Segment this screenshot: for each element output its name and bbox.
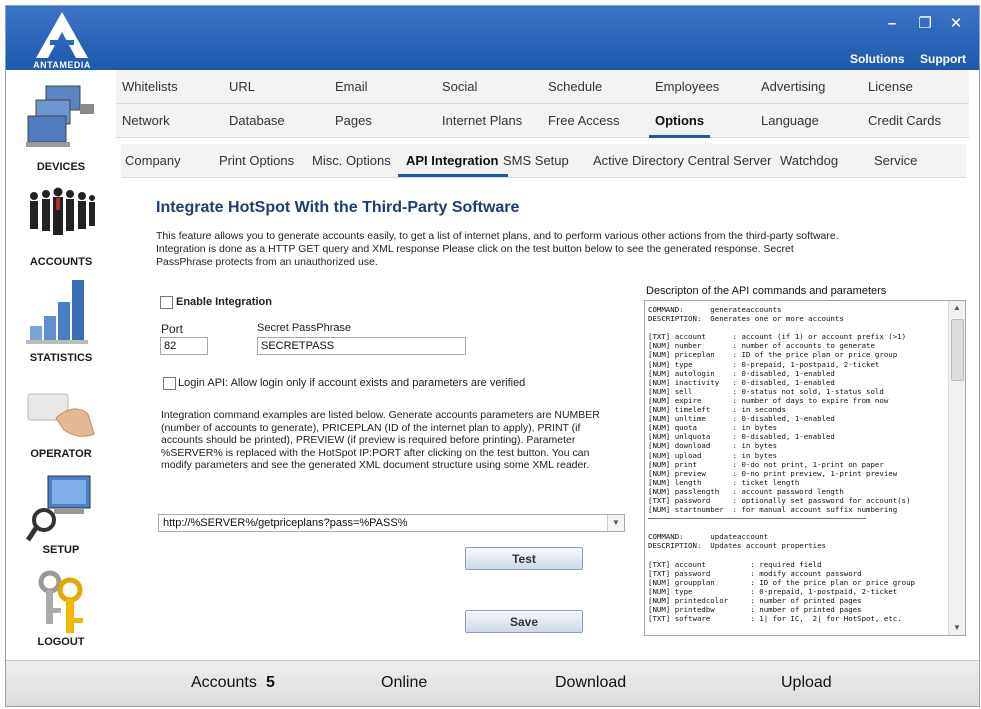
tab-api-integration[interactable]: API Integration: [406, 153, 499, 168]
sidebar-label: OPERATOR: [30, 448, 92, 460]
accounts-icon: [26, 184, 96, 254]
logo-text: ANTAMEDIA: [33, 60, 91, 70]
menu-row-2: [116, 104, 969, 138]
tab-company[interactable]: Company: [125, 153, 181, 168]
secret-passphrase-input[interactable]: [257, 337, 466, 355]
scroll-thumb[interactable]: [951, 319, 964, 381]
sidebar-item-accounts[interactable]: [6, 178, 116, 266]
menu-internet-plans[interactable]: Internet Plans: [442, 113, 523, 128]
scroll-up-icon[interactable]: ▲: [953, 303, 961, 312]
logo-icon: [26, 10, 98, 60]
tab-misc-options[interactable]: Misc. Options: [312, 153, 391, 168]
devices-icon: [26, 82, 96, 152]
menu-options[interactable]: Options: [655, 113, 705, 128]
close-button[interactable]: ✕: [949, 15, 963, 32]
menu-employees[interactable]: Employees: [655, 79, 720, 94]
support-link[interactable]: Support: [920, 52, 966, 66]
menu-social[interactable]: Social: [442, 79, 478, 94]
save-button[interactable]: Save: [465, 610, 583, 633]
options-subtabs: [121, 144, 966, 178]
command-url-select[interactable]: [158, 514, 625, 532]
menu-database[interactable]: Database: [229, 113, 285, 128]
sidebar: [6, 70, 116, 660]
setup-icon: [26, 474, 96, 544]
sidebar-item-statistics[interactable]: [6, 274, 116, 364]
accounts-status-label: Accounts: [191, 674, 257, 691]
page-description: This feature allows you to generate accounts easily, to get a list of internet plans, and to perform various other actions from the third-party software. Integration is done as a HTTP GET query and XML response Please click on the test button below to see the generated response. Secret PassPhrase protects from an unauthorized use.: [156, 230, 839, 268]
menu-row-1: [116, 70, 969, 104]
tab-active-directory[interactable]: Active Directory Central Server: [593, 153, 772, 168]
logout-icon: [26, 568, 96, 638]
antamedia-logo: [26, 10, 98, 70]
menu-schedule[interactable]: Schedule: [548, 79, 603, 94]
sidebar-label: LOGOUT: [37, 636, 85, 648]
api-description-box[interactable]: [644, 300, 966, 636]
upload-status-label: Upload: [781, 674, 832, 691]
menu-advertising[interactable]: Advertising: [761, 79, 826, 94]
minimize-button[interactable]: –: [887, 15, 897, 32]
login-api-label: Login API: Allow login only if account exists and parameters are verified: [178, 377, 526, 389]
tab-service[interactable]: Service: [874, 153, 918, 168]
sidebar-label: STATISTICS: [29, 352, 93, 364]
title-bar: [6, 6, 979, 70]
command-url-value: http://%SERVER%/getpriceplans?pass=%PASS%: [163, 517, 408, 529]
sidebar-label: DEVICES: [36, 161, 86, 173]
restore-button[interactable]: ❐: [918, 15, 932, 32]
menu-license[interactable]: License: [868, 79, 913, 94]
menu-network[interactable]: Network: [122, 113, 170, 128]
sidebar-item-logout[interactable]: [6, 562, 116, 652]
page-title: Integrate HotSpot With the Third-Party Software: [156, 199, 520, 216]
examples-text: Integration command examples are listed below. Generate accounts parameters are NUMBER (number of accounts to generate), PRICEPLAN (ID of the internet plan to apply), PRINT (if accounts should be printed), PREVIEW (if preview is required before printing). Parameter %SERVER% is replaced with the HotSpot IP:PORT after clicking on the test button. You can modify parameters and see the generated XML document structure using some XML reader.: [161, 409, 600, 471]
menu-credit-cards[interactable]: Credit Cards: [868, 113, 941, 128]
sidebar-item-setup[interactable]: [6, 466, 116, 556]
secret-passphrase-label: Secret PassPhrase: [257, 322, 352, 334]
menu-pages[interactable]: Pages: [335, 113, 372, 128]
app-window: [5, 5, 980, 707]
api-panel-title: Descripton of the API commands and parameters: [646, 285, 887, 297]
tab-sms-setup[interactable]: SMS Setup: [503, 153, 569, 168]
menu-url[interactable]: URL: [229, 79, 256, 94]
status-bar: [6, 660, 979, 707]
enable-integration-checkbox[interactable]: [160, 296, 173, 309]
api-description-text: COMMAND: generateaccounts DESCRIPTION: Generates one or more accounts [TXT] account : account (if 1) or account prefix (>1) [NUM] number : number of accounts to generate [NUM] priceplan : ID of the price plan or price group [NUM] type : 0-prepaid, 1-postpaid, 2-ticket [NUM] autologin : 0-disabled, 1-enabled [NUM] inactivity : 0-disabled, 1-enabled [NUM] sell : 0-status not sold, 1-status sold [NUM] expire : number of days to expire from now [NUM] timeleft : in seconds [NUM] unltime : 0-disabled, 1-enabled [NUM] quota : in bytes [NUM] unlquota : 0-disabled, 1-enabled [NUM] download : in bytes [NUM] upload : in bytes [NUM] print : 0-do not print, 1-print on paper [NUM] preview : 0-no print preview, 1-print preview [NUM] length : ticket length [NUM] passlength : account password length [TXT] password : optionally set password for account(s) [NUM] startnumber : for manual account suffix numbering ───────────────────────────────────────────────── COMMAND: updateaccount DESCRIPTION: Updates account properties [TXT] account : required field [TXT] password : modify account password [NUM] groupplan : ID of the price plan or price group [NUM] type : 0-prepaid, 1-postpaid, 2-ticket [NUM] printedcolor : number of printed pages [NUM] printedbw : number of printed pages [TXT] software : 1| for IC, 2| for HotSpot, etc.: [648, 305, 915, 624]
sidebar-item-devices[interactable]: [6, 78, 116, 173]
sidebar-item-operator[interactable]: [6, 370, 116, 460]
menu-language[interactable]: Language: [761, 113, 819, 128]
accounts-count: 5: [266, 674, 275, 691]
sidebar-label: SETUP: [42, 544, 80, 556]
tab-print-options[interactable]: Print Options: [219, 153, 295, 168]
download-status-label: Download: [555, 674, 627, 691]
port-input[interactable]: [160, 337, 208, 355]
menu-email[interactable]: Email: [335, 79, 368, 94]
scroll-down-icon[interactable]: ▼: [953, 623, 961, 632]
port-label: Port: [161, 322, 184, 336]
statistics-icon: [26, 276, 96, 346]
menu-whitelists[interactable]: Whitelists: [122, 79, 178, 94]
api-scrollbar[interactable]: [948, 301, 965, 635]
solutions-link[interactable]: Solutions: [850, 52, 905, 66]
chevron-down-icon[interactable]: ▼: [607, 515, 624, 531]
enable-integration-label: Enable Integration: [176, 296, 272, 308]
online-status-label: Online: [381, 674, 428, 691]
test-button[interactable]: Test: [465, 547, 583, 570]
menu-free-access[interactable]: Free Access: [548, 113, 620, 128]
tab-watchdog[interactable]: Watchdog: [780, 153, 839, 168]
login-api-checkbox[interactable]: [163, 377, 176, 390]
sidebar-label: ACCOUNTS: [29, 256, 93, 268]
operator-icon: [26, 384, 96, 454]
